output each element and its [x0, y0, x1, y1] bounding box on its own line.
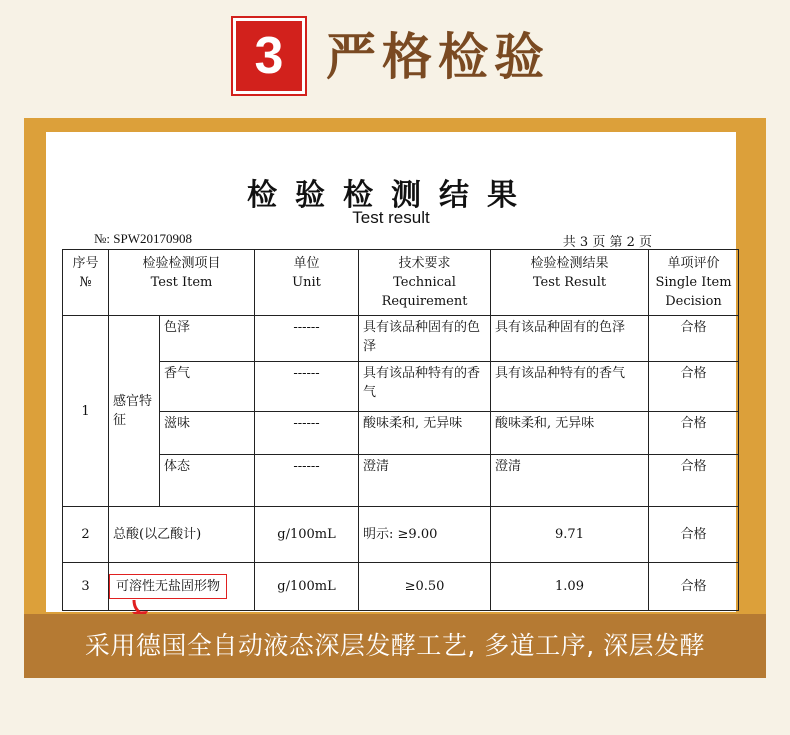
- row-result: 1.09: [491, 563, 649, 611]
- table-row: [63, 507, 739, 563]
- subitem-result: 酸味柔和, 无异味: [491, 412, 649, 455]
- subitem-requirement: 澄清: [359, 455, 491, 507]
- subitem-name: 体态: [160, 455, 255, 507]
- subitem-decision: 合格: [649, 316, 739, 362]
- col-header-unit: 单位 Unit: [255, 250, 359, 316]
- row-seq: 3: [63, 563, 109, 611]
- subitem-name: 香气: [160, 362, 255, 412]
- subitem-unit: ------: [255, 316, 359, 362]
- subitem-requirement: 具有该品种特有的香气: [359, 362, 491, 412]
- row-unit: g/100mL: [255, 563, 359, 611]
- report-number: №: SPW20170908: [94, 231, 192, 246]
- section-title: 严格检验: [326, 28, 550, 86]
- page-info: 共 3 页 第 2 页: [562, 235, 652, 250]
- col-header-decision: 单项评价 Single Item Decision: [649, 250, 739, 316]
- subitem-unit: ------: [255, 362, 359, 412]
- test-result-table: [62, 249, 739, 611]
- test-report-paper: [46, 132, 736, 612]
- row-requirement: ≥0.50: [359, 563, 491, 611]
- subitem-result: 具有该品种固有的色泽: [491, 316, 649, 362]
- row-requirement: 明示: ≥9.00: [359, 507, 491, 563]
- col-header-requirement: 技术要求 Technical Requirement: [359, 250, 491, 316]
- subitem-result: 澄清: [491, 455, 649, 507]
- col-header-result: 检验检测结果 Test Result: [491, 250, 649, 316]
- subitem-decision: 合格: [649, 455, 739, 507]
- row-seq: 1: [63, 316, 109, 507]
- row-unit: g/100mL: [255, 507, 359, 563]
- report-title-en: Test result: [352, 208, 430, 227]
- section-number-badge: 3: [233, 18, 305, 94]
- report-title-cn: 检验检测结果: [247, 178, 535, 213]
- subitem-result: 具有该品种特有的香气: [491, 362, 649, 412]
- subitem-unit: ------: [255, 412, 359, 455]
- table-row: [63, 412, 739, 455]
- highlighted-item: 可溶性无盐固形物: [109, 574, 227, 599]
- caption-text: 采用德国全自动液态深层发酵工艺, 多道工序, 深层发酵: [84, 631, 706, 660]
- row-decision: 合格: [649, 563, 739, 611]
- col-header-seq: 序号 №: [63, 250, 109, 316]
- subitem-decision: 合格: [649, 412, 739, 455]
- row-seq: 2: [63, 507, 109, 563]
- table-row: [63, 316, 739, 362]
- row-item: 总酸(以乙酸计): [109, 507, 255, 563]
- subitem-requirement: 酸味柔和, 无异味: [359, 412, 491, 455]
- row-decision: 合格: [649, 507, 739, 563]
- table-row: [63, 362, 739, 412]
- subitem-unit: ------: [255, 455, 359, 507]
- subitem-name: 色泽: [160, 316, 255, 362]
- row-result: 9.71: [491, 507, 649, 563]
- subitem-name: 滋味: [160, 412, 255, 455]
- subitem-requirement: 具有该品种固有的色泽: [359, 316, 491, 362]
- col-header-item: 检验检测项目 Test Item: [109, 250, 255, 316]
- subitem-decision: 合格: [649, 362, 739, 412]
- table-row: [63, 563, 739, 611]
- row-group: 感官特征: [109, 316, 160, 507]
- table-header-row: [63, 250, 739, 316]
- table-row: [63, 455, 739, 507]
